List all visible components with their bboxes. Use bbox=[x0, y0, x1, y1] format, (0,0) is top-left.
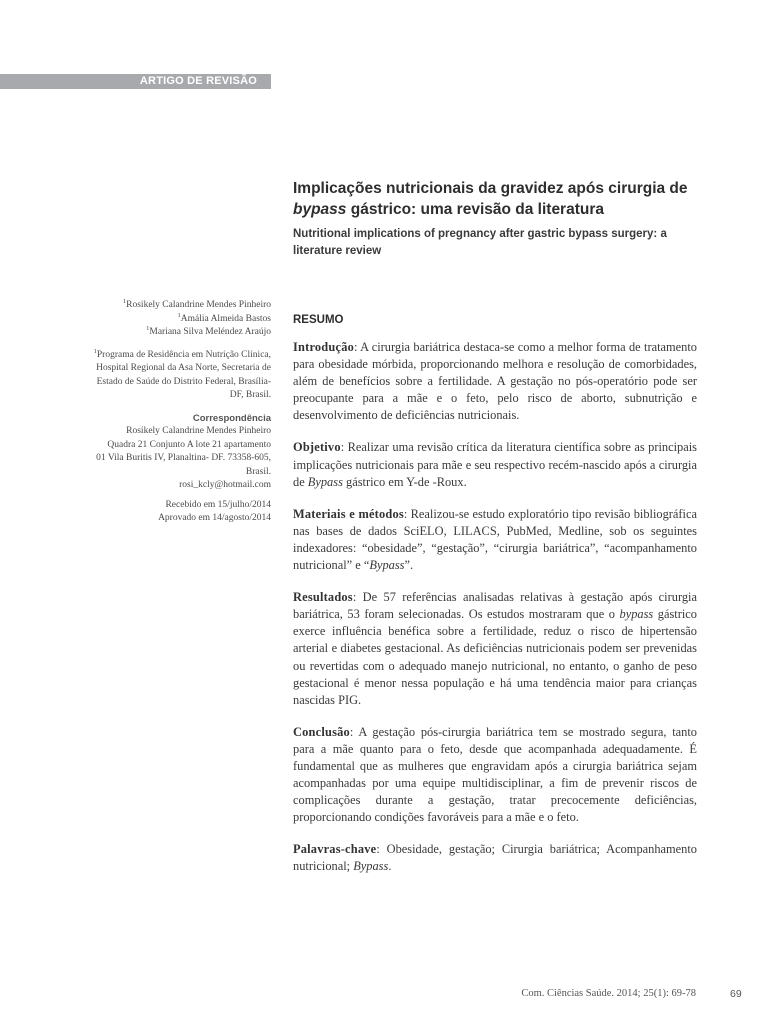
title-pt-part2: gástrico: uma revisão da literatura bbox=[350, 201, 604, 218]
resumo-heading: RESUMO bbox=[293, 314, 344, 326]
page-number: 69 bbox=[730, 988, 742, 1000]
affiliation-line-2: Hospital Regional da Asa Norte, Secretaria de bbox=[96, 363, 271, 373]
author-1-name: Rosikely Calandrine Mendes Pinheiro bbox=[126, 300, 271, 310]
abstract-conclusao: Conclusão: A gestação pós-cirurgia bariátrica tem se mostrado segura, tanto para a mãe quanto para o feto, desde que acompanhada adequadamente. É fundamental que as mulheres que engravidam após a cirurgia bariátrica sejam acompanhadas por uma equipe multidisciplinar, a fim de prevenir riscos de complicações durante a gestação, tratar precocemente deficiências, proporcionando condições favoráveis para a mãe e o feto. bbox=[293, 724, 697, 825]
correspondence-line-2: Quadra 21 Conjunto A lote 21 apartamento bbox=[107, 439, 271, 450]
section-band bbox=[0, 74, 271, 89]
abstract-objetivo: Objetivo: Realizar uma revisão crítica da literatura científica sobre as principais implicações nutricionais para mãe e seu respectivo recém-nascido após a cirurgia de Bypass gástrico em Y-de -Roux. bbox=[293, 440, 697, 489]
article-title-en: Nutritional implications of pregnancy after gastric bypass surgery: a literature review bbox=[293, 228, 667, 257]
affiliation-line-4: DF, Brasil. bbox=[229, 390, 271, 400]
author-3-name: Mariana Silva Meléndez Araújo bbox=[149, 327, 271, 337]
author-1 bbox=[71, 299, 271, 313]
section-label: ARTIGO DE REVISÃO bbox=[139, 75, 257, 87]
author-2 bbox=[71, 313, 271, 327]
objetivo-label: Objetivo bbox=[293, 440, 341, 455]
introducao-label: Introdução bbox=[293, 340, 354, 354]
abstract-introducao bbox=[293, 339, 697, 424]
abstract-materiais: Materiais e métodos: Realizou-se estudo exploratório tipo revisão bibliográfica nas bases de dados SciELO, LILACS, PubMed, Medline, sob os seguintes indexadores: “obesidade”, “gestação”, “cirurgia bariátrica”, “acompanhamento nutricional” e “Bypass”. bbox=[293, 506, 697, 573]
affiliation-line-1: $^1$Programa de Residência em Nutrição Clínica, bbox=[93, 347, 271, 360]
correspondence-line-1: Rosikely Calandrine Mendes Pinheiro bbox=[126, 426, 271, 436]
received-date: Recebido em 15/julho/2014 bbox=[165, 499, 271, 510]
footer-citation: Com. Ciências Saúde. 2014; 25(1): 69-78 bbox=[521, 988, 696, 999]
resultados-label: Resultados bbox=[293, 590, 353, 605]
author-3-sup: 1 bbox=[146, 324, 150, 332]
materiais-label: Materiais e métodos bbox=[293, 506, 404, 521]
title-pt-italic: bypass bbox=[293, 201, 347, 218]
abstract-resultados: Resultados: De 57 referências analisadas relativas à gestação após cirurgia bariátrica, 53 foram selecionadas. Os estudos mostraram que o bypass gástrico exerce influência benéfica sobre a fertilidade, reduz o risco de hipertensão arterial e diabetes gestacional. As deficiências nutricionais podem ser prevenidas ou revertidas com o adequado manejo nutricional, no entanto, o ganho de peso gestacional é menor nessa população e há uma tendência maior para crianças nascidas PIG. bbox=[293, 590, 698, 707]
abstract-body bbox=[293, 339, 697, 891]
abstract-palavras-chave: Palavras-chave: Obesidade, gestação; Cirurgia bariátrica; Acompanhamento nutricional; Bypass. bbox=[293, 842, 697, 874]
introducao-text: : A cirurgia bariátrica destaca-se como a melhor forma de tratamento para obesidade mórbida, proporcionando melhora e resolução de comorbidades, além de benefícios sobre a fertilidade. A gestação no pós-operatório pode ser preocupante para a mãe e o feto, pelo risco de aborto, subnutrição e desenvolvimento de deficiências nutricionais. bbox=[293, 340, 697, 423]
author-2-sup: 1 bbox=[177, 311, 181, 319]
correspondence-heading: Correspondência bbox=[192, 412, 271, 424]
palavras-chave-label: Palavras-chave bbox=[293, 842, 377, 857]
correspondence-line-4: Brasil. bbox=[245, 466, 271, 477]
correspondence-line-3: 01 Vila Buritis IV, Planaltina- DF. 73358-605, bbox=[96, 453, 271, 463]
author-3 bbox=[71, 326, 271, 340]
conclusao-label: Conclusão bbox=[293, 724, 350, 739]
affiliation-sup: 1 bbox=[93, 347, 97, 355]
title-pt-part1: Implicações nutricionais da gravidez após cirurgia de bbox=[293, 180, 688, 197]
author-2-name: Amália Almeida Bastos bbox=[180, 313, 271, 324]
correspondence-email: rosi_kcly@hotmail.com bbox=[179, 480, 271, 490]
approved-date: Aprovado em 14/agosto/2014 bbox=[158, 513, 271, 523]
affiliation-line-3: Estado de Saúde do Distrito Federal, Brasília- bbox=[96, 376, 271, 387]
author-1-sup: 1 bbox=[122, 297, 127, 305]
article-sidebar bbox=[71, 299, 271, 526]
article-title-pt bbox=[293, 178, 703, 220]
